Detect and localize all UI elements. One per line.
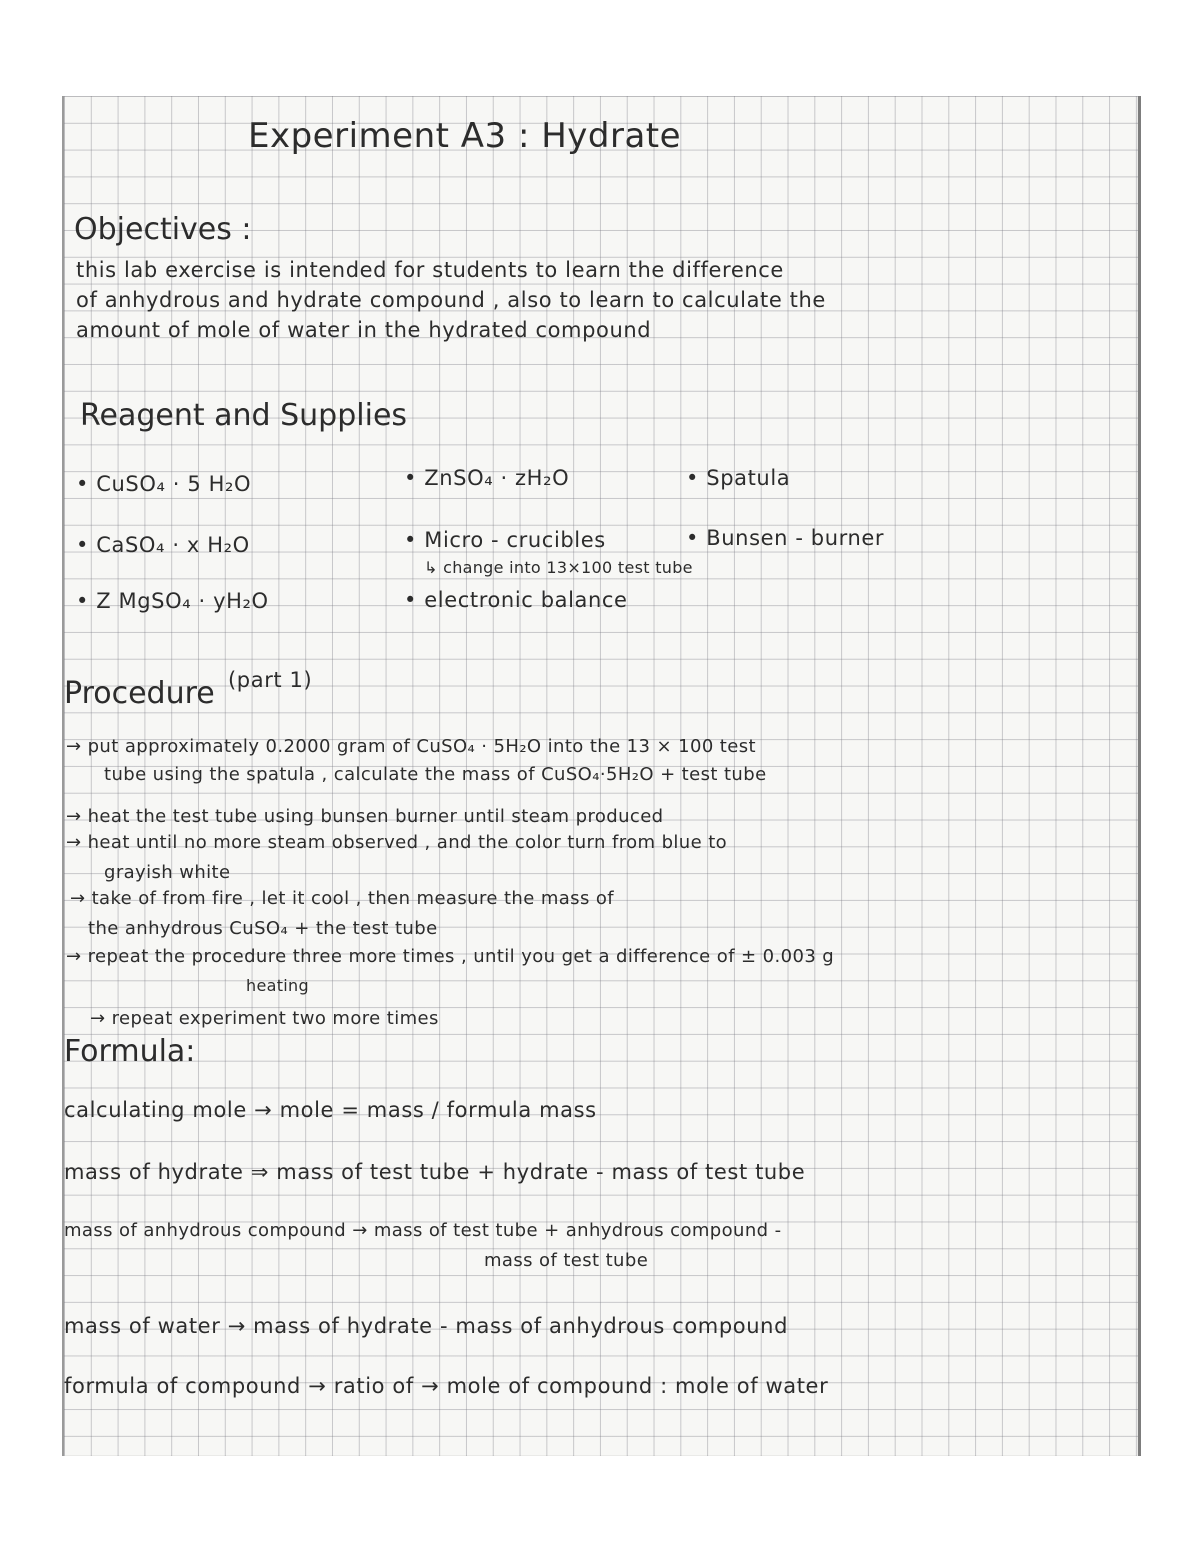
reagents-heading: Reagent and Supplies xyxy=(80,398,408,433)
procedure-line-1: → put approximately 0.2000 gram of CuSO₄ · 5H₂O into the 13 × 100 test xyxy=(66,736,756,757)
reagent-znso4: • ZnSO₄ · zH₂O xyxy=(404,466,570,490)
supply-micro-crucibles: • Micro - crucibles xyxy=(404,528,606,552)
reagent-mgso4: • Z MgSO₄ · yH₂O xyxy=(76,589,269,613)
page-title: Experiment A3 : Hydrate xyxy=(248,116,682,156)
procedure-line-6: → take of from fire , let it cool , then measure the mass of xyxy=(70,888,615,909)
procedure-heading: Procedure xyxy=(64,676,215,711)
supply-spatula: • Spatula xyxy=(686,466,791,490)
formula-mass-of-anhydrous: mass of anhydrous compound → mass of test tube + anhydrous compound - xyxy=(64,1220,782,1241)
procedure-heating-insert: heating xyxy=(246,976,309,995)
procedure-line-7: the anhydrous CuSO₄ + the test tube xyxy=(88,918,438,939)
formula-mass-of-water: mass of water → mass of hydrate - mass of anhydrous compound xyxy=(64,1314,788,1338)
procedure-line-9: → repeat experiment two more times xyxy=(90,1008,439,1029)
formula-heading: Formula: xyxy=(64,1034,196,1069)
procedure-line-8: → repeat the procedure three more times , until you get a difference of ± 0.003 g xyxy=(66,946,835,967)
objectives-line-1: this lab exercise is intended for students to learn the difference xyxy=(76,258,784,282)
objectives-line-2: of anhydrous and hydrate compound , also to learn to calculate the xyxy=(76,288,826,312)
objectives-line-3: amount of mole of water in the hydrated compound xyxy=(76,318,652,342)
reagent-cuso4: • CuSO₄ · 5 H₂O xyxy=(76,472,252,496)
objectives-heading: Objectives : xyxy=(74,212,252,247)
supply-bunsen-burner: • Bunsen - burner xyxy=(686,526,885,550)
formula-mass-of-hydrate: mass of hydrate ⇒ mass of test tube + hydrate - mass of test tube xyxy=(64,1160,806,1184)
formula-of-compound: formula of compound → ratio of → mole of compound : mole of water xyxy=(64,1374,829,1398)
procedure-line-4: → heat until no more steam observed , and the color turn from blue to xyxy=(66,832,728,853)
formula-mass-of-anhydrous-cont: mass of test tube xyxy=(484,1250,649,1271)
reagent-caso4: • CaSO₄ · x H₂O xyxy=(76,533,250,557)
supply-change-note: ↳ change into 13×100 test tube xyxy=(424,558,693,577)
supply-electronic-balance: • electronic balance xyxy=(404,588,628,612)
procedure-line-3: → heat the test tube using bunsen burner until steam produced xyxy=(66,806,664,827)
formula-mole: calculating mole → mole = mass / formula mass xyxy=(64,1098,597,1122)
procedure-line-2: tube using the spatula , calculate the mass of CuSO₄·5H₂O + test tube xyxy=(104,764,767,785)
procedure-line-5: grayish white xyxy=(104,862,231,883)
procedure-part-label: (part 1) xyxy=(228,668,313,692)
